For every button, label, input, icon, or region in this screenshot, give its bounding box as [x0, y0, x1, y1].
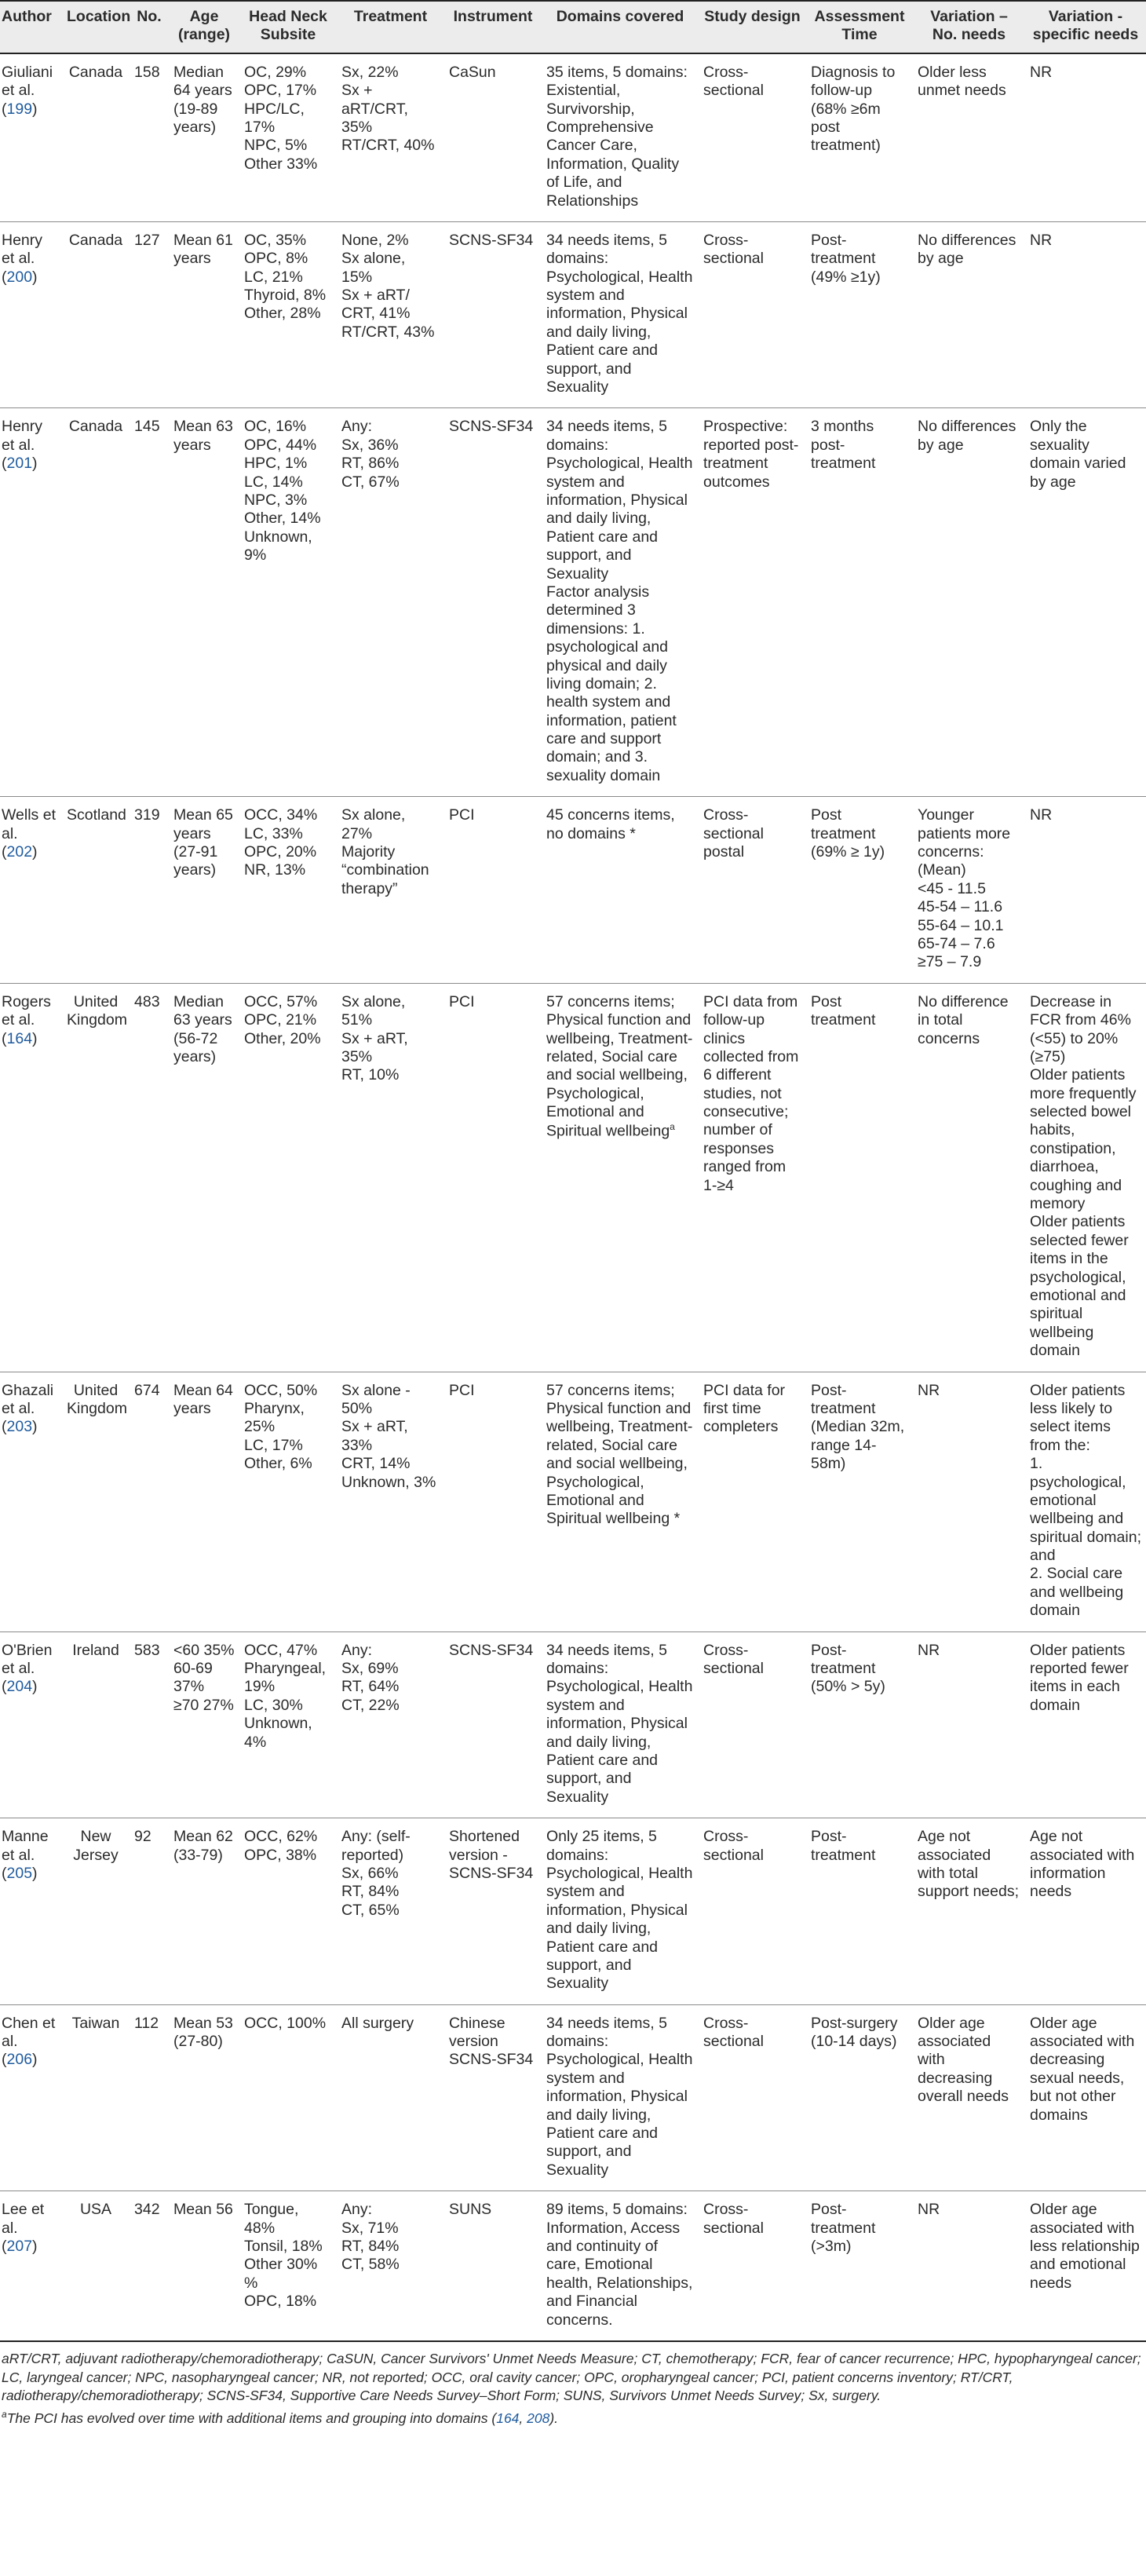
cell-assessment-time-text: Post-surgery (10-14 days)	[811, 2014, 898, 2051]
cell-instrument	[444, 797, 542, 984]
cell-instrument	[444, 221, 542, 408]
cell-instrument-text: SUNS	[449, 2201, 492, 2219]
cell-domains-text: 45 concerns items, no domains *	[546, 806, 675, 842]
cell-subsite-text: OCC, 47% Pharyngeal, 19% LC, 30% Unknown, 4%	[244, 1641, 327, 1751]
cell-age	[169, 983, 239, 1372]
cell-variation-specific-text: Decrease in FCR from 46% (<55) to 20% (≥75) Older patients more frequently selected bowel habits, constipation, diarrhoea, coughing and memory Older patients selected fewer items in the psychological, emotional and spiritual wellbeing domain	[1030, 992, 1137, 1360]
cell-variation-specific-text: Age not associated with information needs	[1030, 1828, 1135, 1901]
cell-treatment-text: All surgery	[341, 2014, 414, 2032]
cell-instrument	[444, 1372, 542, 1631]
cell-study-design-text: Cross-sectional	[703, 63, 764, 100]
cell-age-text: Mean 63 years	[173, 418, 233, 454]
cell-number-text: 92	[134, 1828, 151, 1846]
citation-link[interactable]: 164	[6, 1029, 33, 1047]
cell-study-design	[699, 1818, 806, 2005]
cell-domains-text: 57 concerns items; Physical function and wellbeing, Treatment-related, Social care and social wellbeing, Psychological, Emotional and Spiritual wellbeing	[546, 992, 693, 1140]
cell-study-design	[699, 2191, 806, 2341]
cell-number-text: 112	[134, 2014, 159, 2032]
citation-link[interactable]: 202	[6, 843, 33, 861]
cell-location	[62, 221, 130, 408]
cell-domains-text: 89 items, 5 domains: Information, Access and continuity of care, Emotional health, Relationships, and Financial concerns.	[546, 2201, 693, 2329]
table-row	[0, 2004, 1146, 2191]
table-row	[0, 1372, 1146, 1631]
cell-domains-text: 34 needs items, 5 domains: Psychological, Health system and information, Physical and daily living, Patient care and support, and Sexuality	[546, 1641, 693, 1806]
table-row	[0, 408, 1146, 797]
citation-link[interactable]: 199	[6, 100, 33, 118]
cell-study-design-text: Cross-sectional	[703, 1641, 764, 1678]
cell-treatment-text: Sx, 22% Sx + aRT/CRT, 35% RT/CRT, 40%	[341, 63, 435, 155]
cell-treatment	[337, 1631, 444, 1818]
cell-subsite	[239, 1631, 337, 1818]
cell-variation-specific	[1025, 2191, 1146, 2341]
cell-study-design-text: PCI data for first time completers	[703, 1381, 786, 1436]
cell-age-text: Mean 62 (33-79)	[173, 1828, 233, 1864]
cell-study-design	[699, 408, 806, 797]
cell-treatment-text: Sx alone, 27% Majority “combination therapy”	[341, 806, 429, 897]
cell-assessment-time	[806, 408, 913, 797]
cell-variation-specific-text: Older patients less likely to select items from the: 1. psychological, emotional wellbeing and spiritual domain; and 2. Social care and wellbeing domain	[1030, 1381, 1141, 1620]
cell-variation-specific-text: NR	[1030, 806, 1053, 824]
cell-assessment-time-text: Post-treatment (49% ≥1y)	[811, 231, 881, 286]
cell-treatment-text: Sx alone, 51% Sx + aRT, 35% RT, 10%	[341, 992, 408, 1084]
cell-age-text: Median 63 years (56-72 years)	[173, 992, 232, 1065]
table-row	[0, 797, 1146, 984]
column-header-domains-covered: Domains covered	[542, 1, 699, 53]
note-text-end: ).	[549, 2410, 559, 2426]
table-body	[0, 53, 1146, 2341]
cell-subsite	[239, 53, 337, 222]
cell-variation-number	[913, 408, 1025, 797]
cell-variation-specific	[1025, 2004, 1146, 2191]
cell-subsite	[239, 2191, 337, 2341]
column-header-treatment: Treatment	[337, 1, 444, 53]
cell-subsite-text: OCC, 50% Pharynx, 25% LC, 17% Other, 6%	[244, 1381, 318, 1473]
cell-age-text: Mean 65 years (27-91 years)	[173, 806, 233, 879]
cell-domains-text: 34 needs items, 5 domains: Psychological, Health system and information, Physical and daily living, Patient care and support, and Sexuality	[546, 2014, 693, 2179]
cell-subsite	[239, 221, 337, 408]
cell-treatment-text: Any: Sx, 71% RT, 84% CT, 58%	[341, 2201, 400, 2274]
column-header-variation-specific-needs: Variation - specific needs	[1025, 1, 1146, 53]
cell-variation-specific	[1025, 1372, 1146, 1631]
cell-variation-specific	[1025, 983, 1146, 1372]
cell-number-text: 127	[134, 231, 160, 249]
cell-treatment-text: None, 2% Sx alone, 15% Sx + aRT/ CRT, 41% RT/CRT, 43%	[341, 231, 435, 341]
cell-number-text: 674	[134, 1381, 160, 1399]
table-row	[0, 1631, 1146, 1818]
cell-variation-number-text: NR	[918, 1381, 940, 1399]
cell-treatment	[337, 797, 444, 984]
cell-assessment-time	[806, 1372, 913, 1631]
cell-variation-specific	[1025, 1631, 1146, 1818]
cell-assessment-time-text: Post-treatment (>3m)	[811, 2201, 876, 2255]
cell-assessment-time	[806, 2191, 913, 2341]
cell-location-text: Canada	[68, 418, 123, 436]
cell-treatment-text: Sx alone - 50% Sx + aRT, 33% CRT, 14% Unknown, 3%	[341, 1381, 436, 1491]
cell-number	[130, 2004, 169, 2191]
cell-assessment-time-text: 3 months post-treatment	[811, 418, 876, 473]
cell-domains	[542, 797, 699, 984]
cell-assessment-time-text: Diagnosis to follow-up (68% ≥6m post treatment)	[811, 63, 896, 155]
cell-domains-text: 34 needs items, 5 domains: Psychological, Health system and information, Physical and daily living, Patient care and support, and Sexuality Factor analysis determined 3 dimensions: 1. psychological and physical and daily living domain; 2. health system and information, patient care and support domain; and 3. sexuality domain	[546, 418, 693, 784]
cell-variation-specific	[1025, 221, 1146, 408]
cell-location-text: USA	[79, 2201, 112, 2219]
cell-variation-specific	[1025, 1818, 1146, 2005]
cell-location	[62, 1818, 130, 2005]
cell-location-text: Canada	[68, 231, 123, 249]
cell-treatment	[337, 408, 444, 797]
cell-domains	[542, 1372, 699, 1631]
cell-variation-number	[913, 221, 1025, 408]
column-header-study-design: Study design	[699, 1, 806, 53]
column-header-number: No.	[130, 1, 169, 53]
cell-subsite-text: Tongue, 48% Tonsil, 18% Other 30% % OPC, 18%	[244, 2201, 323, 2311]
column-header-head-neck-subsite: Head Neck Subsite	[239, 1, 337, 53]
cell-location-text: Taiwan	[71, 2014, 120, 2032]
column-header-author: Author	[0, 1, 62, 53]
cell-instrument-text: PCI	[449, 806, 475, 824]
cell-study-design	[699, 2004, 806, 2191]
cell-number-text: 342	[134, 2201, 160, 2219]
cell-location	[62, 53, 130, 222]
cell-location	[62, 797, 130, 984]
cell-study-design	[699, 1372, 806, 1631]
cell-location-text: Ireland	[72, 1641, 119, 1659]
cell-subsite	[239, 1372, 337, 1631]
cell-instrument-text: SCNS-SF34	[449, 418, 534, 436]
cell-author: Rogers et al. (164)	[0, 983, 62, 1372]
author-name: Wells et al.	[2, 806, 56, 842]
cell-location-text: United Kingdom	[67, 1381, 127, 1417]
cell-number	[130, 53, 169, 222]
cell-instrument	[444, 408, 542, 797]
cell-assessment-time	[806, 53, 913, 222]
cell-treatment	[337, 2191, 444, 2341]
cell-age-text: Mean 53 (27-80)	[173, 2014, 233, 2051]
table-row	[0, 983, 1146, 1372]
cell-instrument	[444, 1818, 542, 2005]
cell-variation-specific	[1025, 53, 1146, 222]
cell-study-design	[699, 797, 806, 984]
cell-instrument	[444, 53, 542, 222]
cell-author: Ghazali et al. (203)	[0, 1372, 62, 1631]
author-name: Manne et al.	[2, 1828, 49, 1864]
cell-study-design-text: PCI data from follow-up clinics collected from 6 different studies, not consecutive; number of responses ranged from 1-≥4	[703, 992, 799, 1194]
note-reference[interactable]: 208	[527, 2410, 550, 2426]
citation-link[interactable]: 200	[6, 268, 33, 286]
cell-number-text: 483	[134, 992, 160, 1010]
cell-instrument-text: PCI	[449, 992, 475, 1010]
cell-number	[130, 408, 169, 797]
table-row	[0, 1818, 1146, 2005]
cell-location	[62, 1631, 130, 1818]
column-header-age-range: Age (range)	[169, 1, 239, 53]
cell-age-text: Mean 64 years	[173, 1381, 233, 1417]
author-name: Chen et al.	[2, 2014, 56, 2051]
cell-instrument	[444, 2004, 542, 2191]
cell-variation-specific-text: Older age associated with less relationship and emotional needs	[1030, 2201, 1140, 2292]
cell-instrument-text: PCI	[449, 1381, 475, 1399]
cell-instrument-text: CaSun	[449, 63, 496, 81]
author-name: Rogers et al.	[2, 992, 51, 1029]
cell-age-text: Median 64 years (19-89 years)	[173, 63, 232, 136]
cell-author: Chen et al. (206)	[0, 2004, 62, 2191]
cell-variation-number	[913, 2191, 1025, 2341]
cell-treatment	[337, 2004, 444, 2191]
cell-variation-number	[913, 2004, 1025, 2191]
cell-instrument-text: SCNS-SF34	[449, 231, 534, 249]
cell-variation-number-text: Older less unmet needs	[918, 63, 1006, 100]
cell-variation-number-text: NR	[918, 1641, 940, 1659]
cell-author: Henry et al. (200)	[0, 221, 62, 408]
cell-subsite-text: OCC, 62% OPC, 38%	[244, 1828, 318, 1864]
author-name: Henry et al.	[2, 418, 43, 454]
cell-variation-specific-text: Older age associated with decreasing sexual needs, but not other domains	[1030, 2014, 1135, 2124]
cell-domains	[542, 1631, 699, 1818]
cell-number-text: 583	[134, 1641, 160, 1659]
cell-location	[62, 983, 130, 1372]
header-row	[0, 1, 1146, 53]
cell-number	[130, 1818, 169, 2005]
cell-number	[130, 2191, 169, 2341]
cell-domains-text: 57 concerns items; Physical function and wellbeing, Treatment-related, Social care and social wellbeing, Psychological, Emotional and Spiritual wellbeing *	[546, 1381, 693, 1528]
cell-age-text: Mean 56	[173, 2201, 233, 2219]
cell-subsite-text: OCC, 57% OPC, 21% Other, 20%	[244, 992, 321, 1047]
cell-study-design	[699, 983, 806, 1372]
cell-subsite	[239, 408, 337, 797]
table-row	[0, 221, 1146, 408]
cell-variation-number-text: Age not associated with total support needs;	[918, 1828, 1020, 1901]
citation-link[interactable]: 201	[6, 455, 33, 473]
abbreviations-note: aRT/CRT, adjuvant radiotherapy/chemoradiotherapy; CaSUN, Cancer Survivors' Unmet Needs Measure; CT, chemotherapy; FCR, fear of cancer recurrence; HPC, hypopharyngeal cancer; LC, laryngeal cancer; NPC, nasopharyngeal cancer; NR, not reported; OCC, oral cavity cancer; OPC, oropharyngeal cancer; PCI, patient concerns inventory; RT/CRT, radiotherapy/chemoradiotherapy; SCNS-SF34, Supportive Care Needs Survey–Short Form; SUNS, Survivors Unmet Needs Survey; Sx, surgery.	[2, 2350, 1141, 2404]
note-marker: a	[2, 2408, 7, 2420]
author-name: Lee et al.	[2, 2201, 45, 2237]
cell-variation-number-text: No difference in total concerns	[918, 992, 1009, 1047]
cell-assessment-time-text: Post-treatment (Median 32m, range 14-58m)	[811, 1381, 905, 1473]
cell-variation-number	[913, 1818, 1025, 2005]
cell-domains	[542, 2004, 699, 2191]
cell-age	[169, 1372, 239, 1631]
cell-subsite-text: OCC, 34% LC, 33% OPC, 20% NR, 13%	[244, 806, 318, 879]
cell-variation-number	[913, 983, 1025, 1372]
cell-age	[169, 1631, 239, 1818]
cell-variation-specific	[1025, 797, 1146, 984]
cell-number	[130, 1631, 169, 1818]
cell-location	[62, 2004, 130, 2191]
cell-variation-number-text: NR	[918, 2201, 940, 2219]
cell-assessment-time	[806, 797, 913, 984]
cell-treatment	[337, 53, 444, 222]
cell-domains	[542, 2191, 699, 2341]
column-header-location: Location	[62, 1, 130, 53]
cell-location-text: Scotland	[67, 806, 126, 824]
cell-location	[62, 408, 130, 797]
cell-author: Henry et al. (201)	[0, 408, 62, 797]
cell-treatment	[337, 221, 444, 408]
cell-variation-number-text: No differences by age	[918, 231, 1016, 268]
footnote-marker: a	[670, 1121, 675, 1133]
cell-domains-text: 34 needs items, 5 domains: Psychological, Health system and information, Physical and daily living, Patient care and support, and Sexuality	[546, 231, 693, 396]
column-header-assessment-time: Assessment Time	[806, 1, 913, 53]
cell-subsite	[239, 2004, 337, 2191]
table-header	[0, 1, 1146, 53]
cell-subsite-text: OC, 35% OPC, 8% LC, 21% Thyroid, 8% Other, 28%	[244, 231, 327, 323]
column-header-instrument: Instrument	[444, 1, 542, 53]
cell-study-design-text: Cross-sectional	[703, 1828, 764, 1864]
cell-age	[169, 2191, 239, 2341]
cell-variation-number-text: Younger patients more concerns: (Mean) <45 - 11.5 45-54 – 11.6 55-64 – 10.1 65-74 – 7.6 ≥75 – 7.9	[918, 806, 1011, 971]
cell-instrument	[444, 2191, 542, 2341]
cell-treatment-text: Any: Sx, 69% RT, 64% CT, 22%	[341, 1641, 400, 1714]
cell-instrument-text: SCNS-SF34	[449, 1641, 534, 1659]
cell-treatment	[337, 1818, 444, 2005]
cell-location-text: United Kingdom	[67, 992, 127, 1029]
cell-domains	[542, 408, 699, 797]
note-reference[interactable]: 164	[496, 2410, 520, 2426]
cell-study-design-text: Cross-sectional	[703, 2014, 764, 2051]
cell-treatment-text: Any: (self-reported) Sx, 66% RT, 84% CT, 65%	[341, 1828, 411, 1919]
cell-treatment-text: Any: Sx, 36% RT, 86% CT, 67%	[341, 418, 400, 491]
cell-study-design-text: Prospective: reported post-treatment outcomes	[703, 418, 799, 491]
cell-study-design	[699, 1631, 806, 1818]
cell-assessment-time-text: Post-treatment	[811, 1828, 876, 1864]
cell-age	[169, 2004, 239, 2191]
cell-study-design-text: Cross-sectional	[703, 2201, 764, 2237]
citation-link[interactable]: 207	[6, 2237, 33, 2255]
cell-number	[130, 797, 169, 984]
cell-instrument	[444, 1631, 542, 1818]
cell-location	[62, 2191, 130, 2341]
cell-number-text: 158	[134, 63, 160, 81]
cell-author: Wells et al. (202)	[0, 797, 62, 984]
cell-assessment-time-text: Post-treatment (50% > 5y)	[811, 1641, 885, 1696]
cell-subsite	[239, 1818, 337, 2005]
cell-age	[169, 408, 239, 797]
note-text: The PCI has evolved over time with additional items and grouping into domains (	[6, 2410, 497, 2426]
cell-instrument	[444, 983, 542, 1372]
cell-domains-text: Only 25 items, 5 domains: Psychological, Health system and information, Physical and daily living, Patient care and support, and Sexuality	[546, 1828, 693, 1993]
cell-instrument-text: Shortened version - SCNS-SF34	[449, 1828, 534, 1882]
author-name: Giuliani et al.	[2, 63, 53, 100]
author-name: Henry et al.	[2, 231, 43, 268]
cell-age	[169, 797, 239, 984]
table-row	[0, 2191, 1146, 2341]
cell-variation-specific	[1025, 408, 1146, 797]
cell-variation-number-text: Older age associated with decreasing overall needs	[918, 2014, 1009, 2106]
cell-subsite-text: OC, 16% OPC, 44% HPC, 1% LC, 14% NPC, 3% Other, 14% Unknown, 9%	[244, 418, 321, 565]
cell-variation-number	[913, 797, 1025, 984]
cell-domains	[542, 53, 699, 222]
cell-assessment-time-text: Post treatment	[811, 992, 876, 1029]
cell-domains	[542, 983, 699, 1372]
cell-age-text: Mean 61 years	[173, 231, 233, 268]
cell-location-text: Canada	[68, 63, 123, 81]
table-footnotes	[0, 2342, 1146, 2428]
cell-author: Lee et al. (207)	[0, 2191, 62, 2341]
cell-treatment	[337, 1372, 444, 1631]
pci-note	[2, 2408, 1144, 2428]
cell-number	[130, 221, 169, 408]
cell-assessment-time	[806, 221, 913, 408]
cell-number-text: 319	[134, 806, 160, 824]
cell-variation-specific-text: Older patients reported fewer items in each domain	[1030, 1641, 1129, 1714]
citation-link[interactable]: 206	[6, 2051, 33, 2069]
cell-domains	[542, 221, 699, 408]
cell-author: O'Brien et al. (204)	[0, 1631, 62, 1818]
cell-variation-specific-text: NR	[1030, 231, 1053, 249]
cell-age	[169, 221, 239, 408]
cell-age	[169, 1818, 239, 2005]
cell-variation-specific-text: Only the sexuality domain varied by age	[1030, 418, 1126, 491]
citation-link[interactable]: 205	[6, 1864, 33, 1882]
table-row	[0, 53, 1146, 222]
cell-variation-specific-text: NR	[1030, 63, 1053, 81]
cell-number-text: 145	[134, 418, 160, 436]
author-name: O'Brien et al.	[2, 1641, 53, 1678]
cell-location	[62, 1372, 130, 1631]
cell-assessment-time	[806, 983, 913, 1372]
cell-domains-text: 35 items, 5 domains: Existential, Survivorship, Comprehensive Cancer Care, Information, Quality of Life, and Relationships	[546, 63, 688, 210]
author-name: Ghazali et al.	[2, 1381, 54, 1417]
citation-link[interactable]: 204	[6, 1678, 33, 1696]
cell-study-design	[699, 53, 806, 222]
cell-author: Manne et al. (205)	[0, 1818, 62, 2005]
cell-variation-number-text: No differences by age	[918, 418, 1016, 454]
citation-link[interactable]: 203	[6, 1418, 33, 1436]
note-separator: ,	[519, 2410, 527, 2426]
cell-subsite-text: OC, 29% OPC, 17% HPC/LC, 17% NPC, 5% Other 33%	[244, 63, 318, 173]
cell-age-text: <60 35% 60-69 37% ≥70 27%	[173, 1641, 235, 1714]
cell-study-design-text: Cross-sectional	[703, 231, 764, 268]
cell-age	[169, 53, 239, 222]
cell-number	[130, 983, 169, 1372]
cell-variation-number	[913, 53, 1025, 222]
cell-study-design	[699, 221, 806, 408]
cell-treatment	[337, 983, 444, 1372]
cell-subsite	[239, 797, 337, 984]
cell-assessment-time	[806, 1631, 913, 1818]
cell-variation-number	[913, 1631, 1025, 1818]
cell-assessment-time-text: Post treatment (69% ≥ 1y)	[811, 806, 885, 861]
cell-number	[130, 1372, 169, 1631]
cell-study-design-text: Cross-sectional postal	[703, 806, 764, 861]
cell-variation-number	[913, 1372, 1025, 1631]
cell-instrument-text: Chinese version SCNS-SF34	[449, 2014, 534, 2069]
cell-domains	[542, 1818, 699, 2005]
cell-location-text: New Jersey	[73, 1828, 119, 1864]
column-header-variation-number-needs: Variation – No. needs	[913, 1, 1025, 53]
cell-author: Giuliani et al. (199)	[0, 53, 62, 222]
cell-subsite	[239, 983, 337, 1372]
cell-subsite-text: OCC, 100%	[244, 2014, 327, 2032]
cell-assessment-time	[806, 1818, 913, 2005]
cell-assessment-time	[806, 2004, 913, 2191]
